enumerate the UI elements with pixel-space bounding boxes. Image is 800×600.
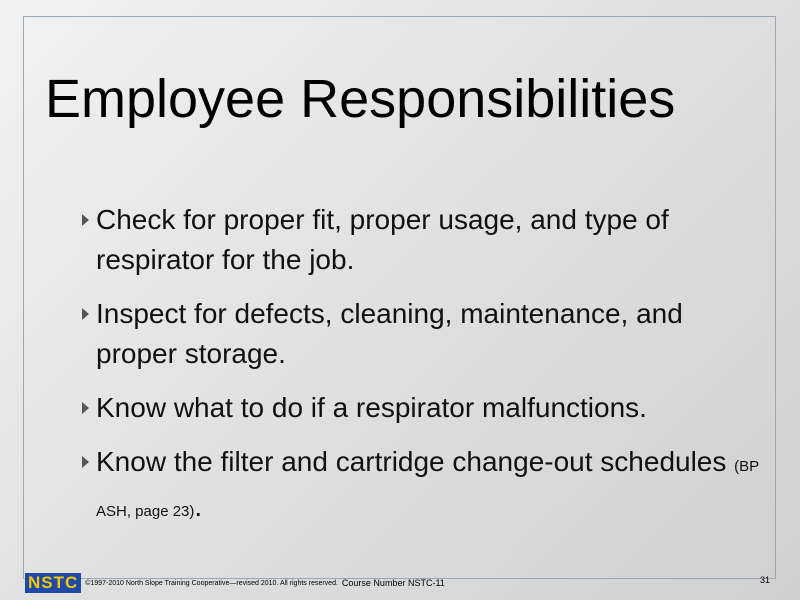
- bullet-trailing-period: .: [194, 491, 203, 522]
- page-number: 31: [760, 575, 771, 585]
- bullet-item: [82, 200, 762, 280]
- bullet-text: Know what to do if a respirator malfunctions.: [96, 392, 647, 423]
- bullet-text: Inspect for defects, cleaning, maintenance, and proper storage.: [96, 298, 683, 369]
- bullet-arrow-icon: [82, 402, 89, 414]
- bullet-item: [82, 442, 762, 532]
- bullet-item: [82, 294, 762, 374]
- bullet-list: [82, 200, 762, 532]
- copyright-text: ©1997-2010 North Slope Training Cooperative—revised 2010. All rights reserved.: [85, 579, 338, 587]
- bullet-arrow-icon: [82, 214, 89, 226]
- nstc-logo: [25, 573, 81, 593]
- slide-title: Employee Responsibilities: [45, 69, 676, 129]
- slide-footer: [25, 572, 445, 594]
- course-number: Course Number NSTC-11: [341, 578, 445, 588]
- bullet-reference: (BP ASH, page 23): [96, 458, 759, 520]
- bullet-text: Check for proper fit, proper usage, and type of respirator for the job.: [96, 204, 669, 275]
- bullet-arrow-icon: [82, 308, 89, 320]
- bullet-arrow-icon: [82, 456, 89, 468]
- bullet-item: [82, 388, 762, 428]
- bullet-text: Know the filter and cartridge change-out schedules: [96, 446, 735, 477]
- logo-text: NSTC: [28, 573, 79, 592]
